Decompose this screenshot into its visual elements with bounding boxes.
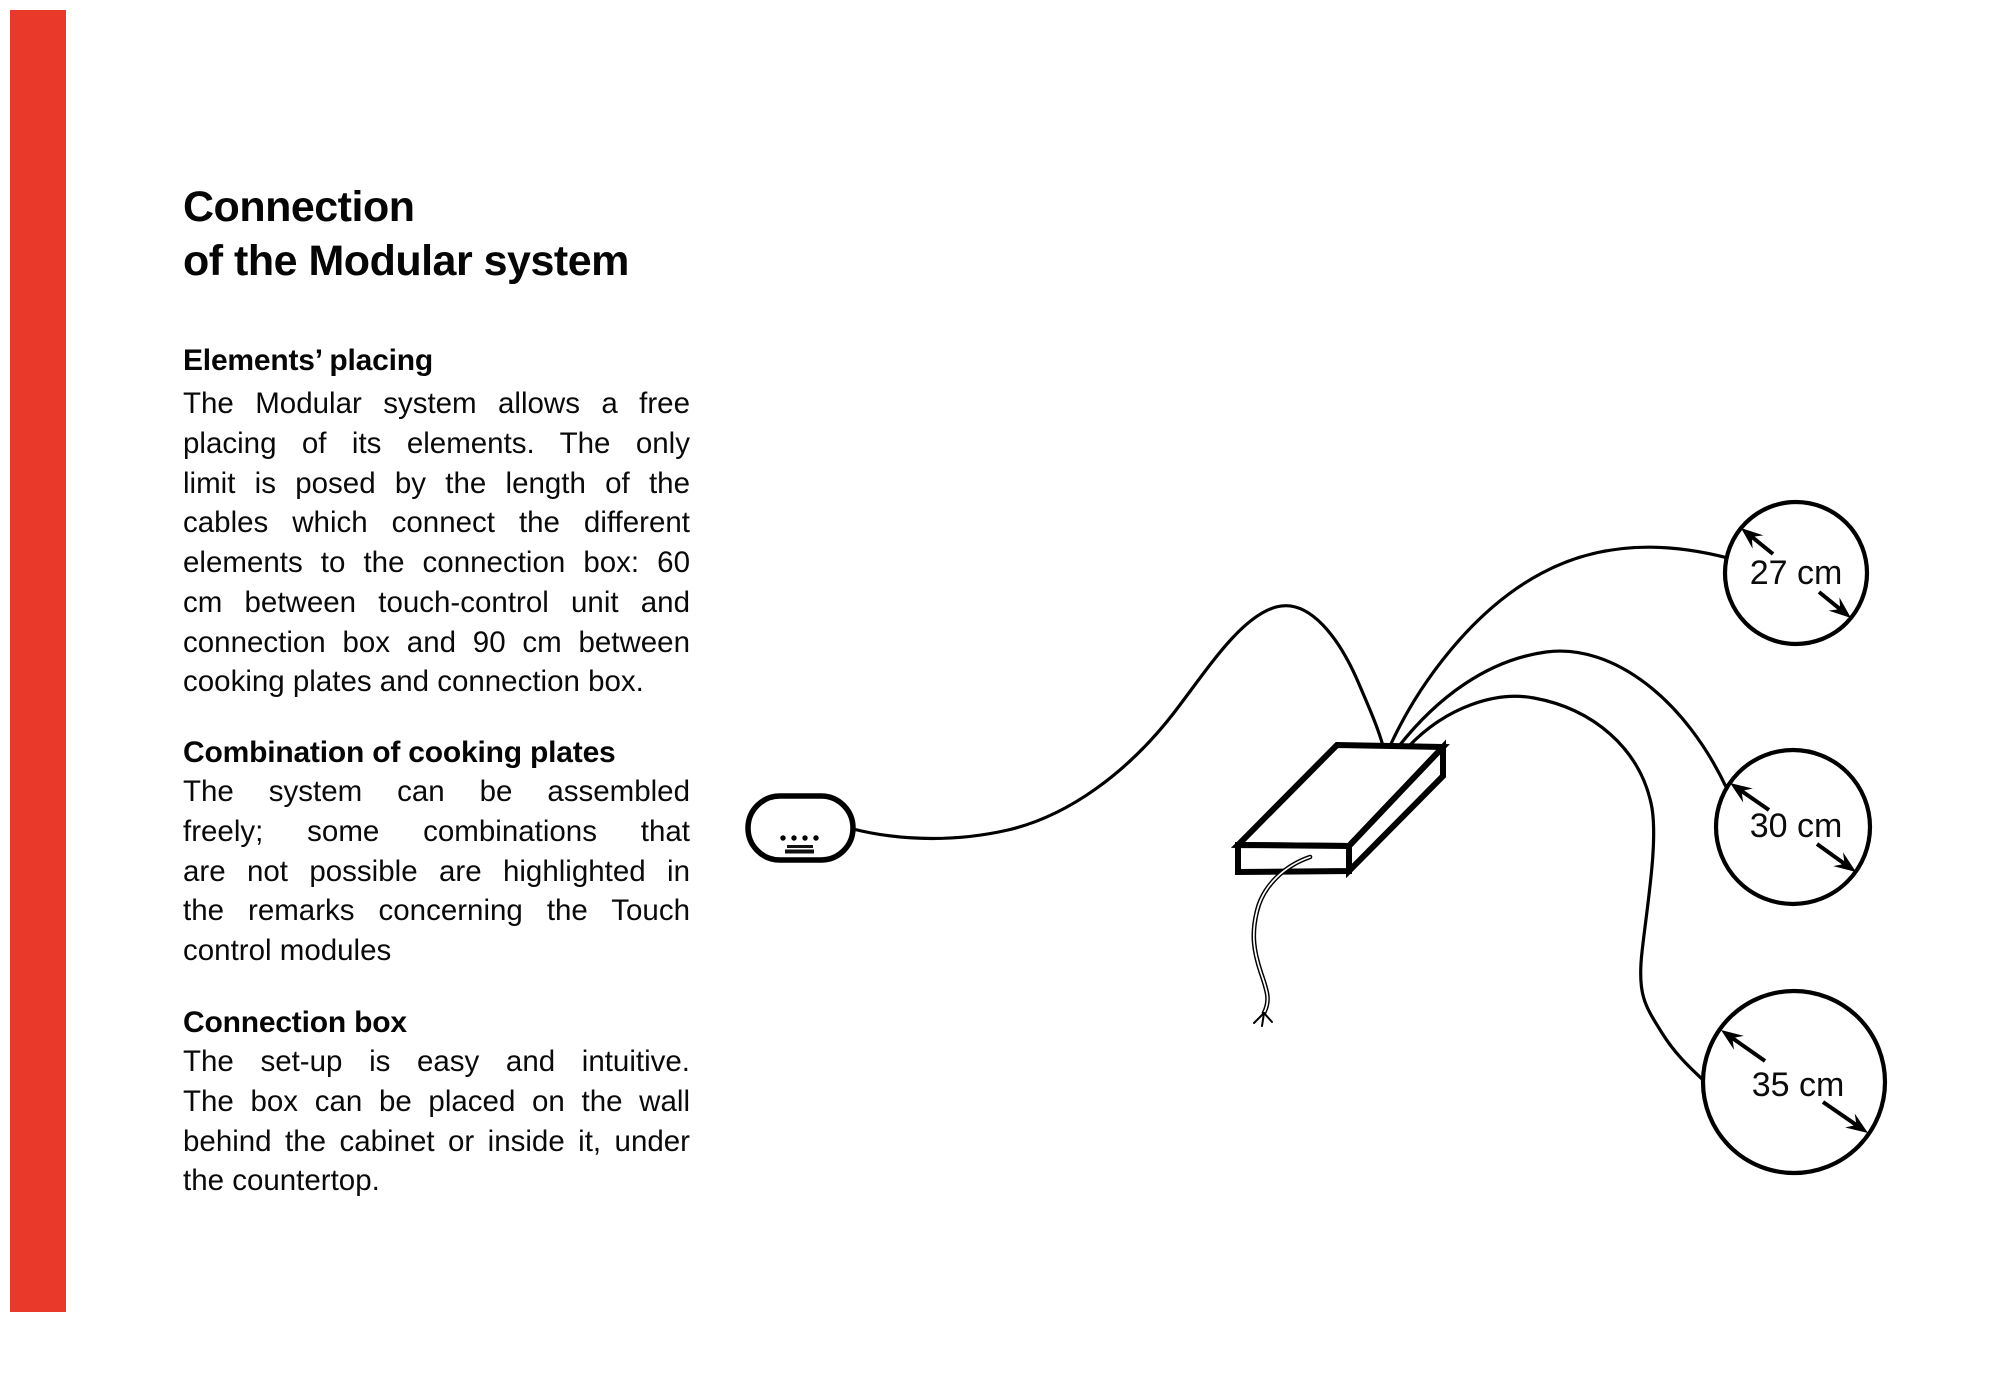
body-text-line: control modules <box>183 934 392 967</box>
body-text-line: elements to the connection box: 60 <box>183 546 690 579</box>
plate-circle-30cm <box>1716 750 1870 904</box>
body-text-line: cm between touch-control unit and <box>183 585 690 619</box>
body-text-line: The Modular system allows a free <box>183 387 690 420</box>
section-heading-elements-placing: Elements’ placing <box>183 344 434 377</box>
connection-box-front-face <box>1238 845 1349 872</box>
body-text-line: cables which connect the different <box>183 506 690 540</box>
body-text-line: behind the cabinet or inside it, under <box>183 1124 690 1158</box>
diameter-label-27cm: 27 cm <box>1749 554 1843 592</box>
body-text-line: The system can be assembled <box>183 775 690 808</box>
body-text-line: cooking plates and connection box. <box>183 665 644 699</box>
body-text-line: the countertop. <box>183 1164 380 1198</box>
power-cord-frayed-end <box>1254 1013 1272 1026</box>
cable-35cm <box>1408 696 1704 1081</box>
body-text-line: connection box and 90 cm between <box>183 625 690 659</box>
body-text-line: The box can be placed on the wall <box>183 1084 690 1118</box>
body-text-line: freely; some combinations that <box>183 814 690 848</box>
cable-30cm <box>1399 651 1727 789</box>
page-title-line1: Connection <box>183 183 415 231</box>
section-heading-combination: Combination of cooking plates <box>183 736 616 769</box>
body-text-line: limit is posed by the length of the <box>183 466 690 500</box>
body-text-line: the remarks concerning the Touch <box>183 894 690 928</box>
section-heading-connection-box: Connection box <box>183 1006 407 1039</box>
plate-circle-35cm <box>1703 991 1885 1173</box>
touch-control-unit <box>748 796 853 860</box>
body-text-line: placing of its elements. The only <box>183 426 690 460</box>
connection-box <box>1238 745 1443 872</box>
cable-27cm <box>1390 547 1728 746</box>
diameter-label-35cm: 35 cm <box>1751 1066 1845 1104</box>
diameter-label-30cm: 30 cm <box>1749 807 1843 845</box>
body-text-line: are not possible are highlighted in <box>183 854 690 888</box>
plate-circle-27cm <box>1725 502 1867 644</box>
body-text-line: The set-up is easy and intuitive. <box>183 1045 690 1078</box>
power-cord <box>1254 857 1310 1026</box>
page-title-line2: of the Modular system <box>183 237 629 285</box>
